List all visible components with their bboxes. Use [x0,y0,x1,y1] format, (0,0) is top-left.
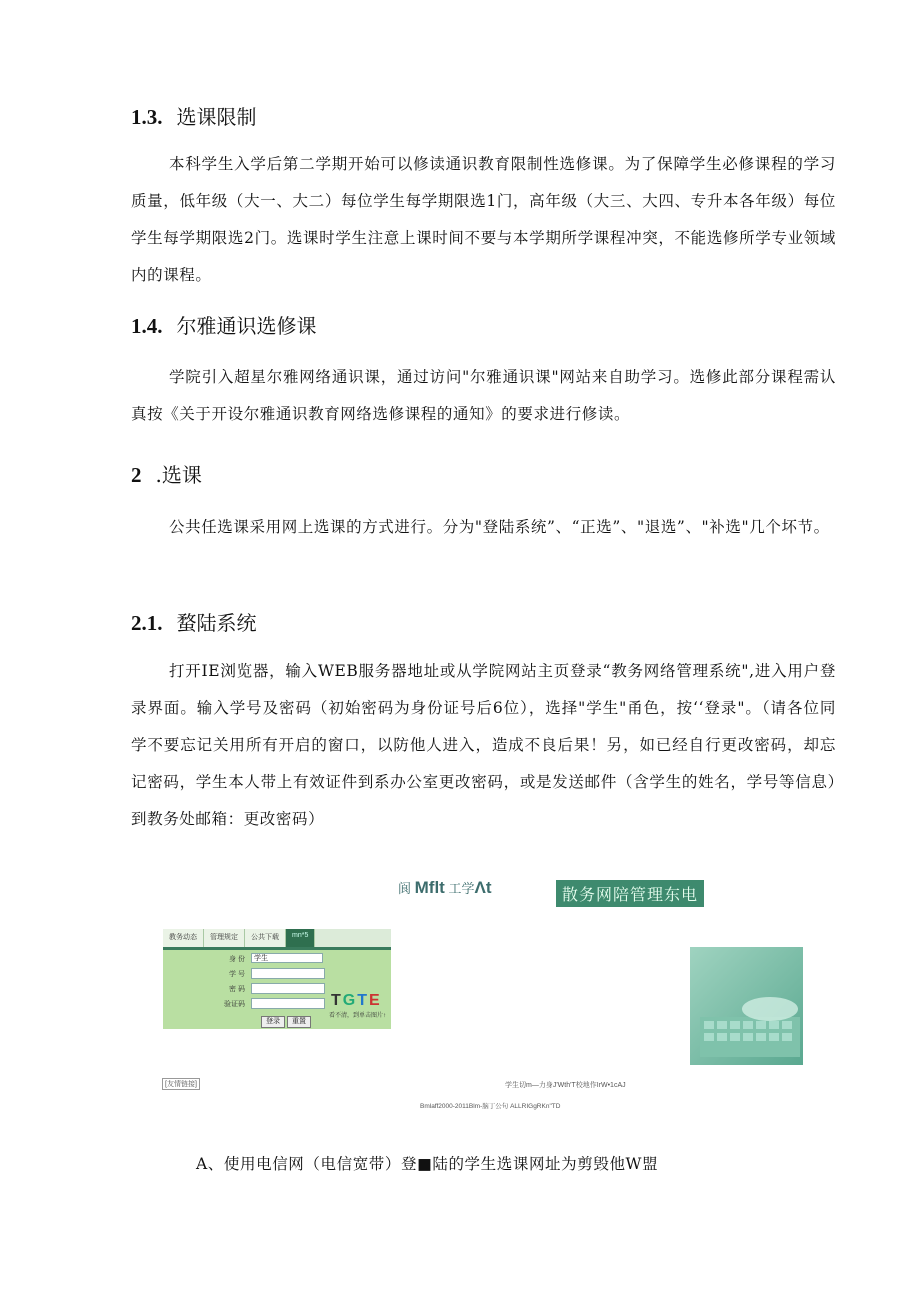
copyright: Bmlaff2000-2011Blm-脑丁公句 ALLRIGgRKn"TD [420,1103,561,1110]
captcha-image[interactable]: TGTE [331,992,382,1009]
id-label: 学 号 [229,971,245,978]
login-form [163,950,391,1029]
section-number: 2.1. [131,611,163,635]
school-logo [398,878,492,898]
section-number: 2 [131,463,142,487]
role-select[interactable]: 学生 [251,953,323,963]
login-button[interactable]: 登录 [261,1016,285,1028]
section-heading [131,310,317,339]
tab-rules[interactable]: 管理规定 [204,929,245,947]
section-title: 尔雅通识选修课 [176,314,317,338]
captcha-hint: 看不清，到单击图片↑ [329,1013,387,1019]
reset-button[interactable]: 重置 [287,1016,311,1028]
section-heading [131,101,257,130]
logo-prefix: 阆 [398,881,412,896]
tab-downloads[interactable]: 公共下载 [245,929,286,947]
keyboard-illustration [690,947,803,1065]
login-tabs [163,929,391,950]
password-input[interactable] [251,983,325,994]
section-number: 1.3. [131,105,163,129]
login-panel [163,929,391,1037]
tab-news[interactable]: 教务动态 [163,929,204,947]
section-heading [131,459,202,488]
logo-mid: 工学 [448,881,475,896]
section-title: .选课 [155,463,202,487]
paragraph: 打开IE浏览器，输入WEB服务器地址或从学院网站主页登录“教务网络管理系统",进入用户登录界面。输入学号及密码（初始密码为身份证号后6位），选择"学生"甬色，按‘‘登录"。（请各位同学不要忘记关用所有开启的窗口，以防他人进入，造成不良后果！另，如已经自行更改密码，却忘记密码，学生本人带上有效证件到系办公室更改密码，或是发送邮件（含学生的姓名，学号等信息）到教务处邮箱：更改密码） [131,662,836,828]
student-id-input[interactable] [251,968,325,979]
logo-end: Λt [474,878,492,897]
tab-login[interactable]: mn*5 [286,929,315,947]
keyboard-image [690,947,803,1065]
section-title: 选课限制 [176,105,257,129]
section-heading [131,607,257,636]
password-label: 密 码 [229,986,245,993]
code-label: 验证码 [224,1001,245,1008]
paragraph: 公共任选课采用网上选课的方式进行。分为"登陆系统”、“正选”、"退选”、"补选"几个坏节。 [169,518,830,536]
section-title: 蝥陆系统 [176,611,257,635]
footer-info: 学生切m—力身J'Wth'T校地作IrW•1cAJ [505,1082,626,1089]
captcha-input[interactable] [251,998,325,1009]
paragraph: 学院引入超星尔雅网络通识课，通过访问"尔雅通识课"网站来自助学习。选修此部分课程需认真按《关于开设尔雅通识教育网络选修课程的通知》的要求进行修读。 [131,368,836,423]
section-number: 1.4. [131,314,163,338]
paragraph: 本科学生入学后第二学期开始可以修读通识教育限制性选修课。为了保障学生必修课程的学习质量，低年级（大一、大二）每位学生每学期限选1门，高年级（大三、大四、专升本各年级）每位学生每学期限选2门。选课时学生注意上课时间不要与本学期所学课程冲突，不能选修所学专业领域内的课程。 [131,155,836,284]
logo-bold: Mflt [414,878,445,897]
system-title: 散务网陪管理东电 [556,880,704,907]
friend-links[interactable]: [友情链接] [162,1078,200,1090]
role-label: 身 份 [229,956,245,963]
figure-caption: A、使用电信网（电信宽带）登■陆的学生选课网址为剪毁他W盟 [196,1155,659,1173]
